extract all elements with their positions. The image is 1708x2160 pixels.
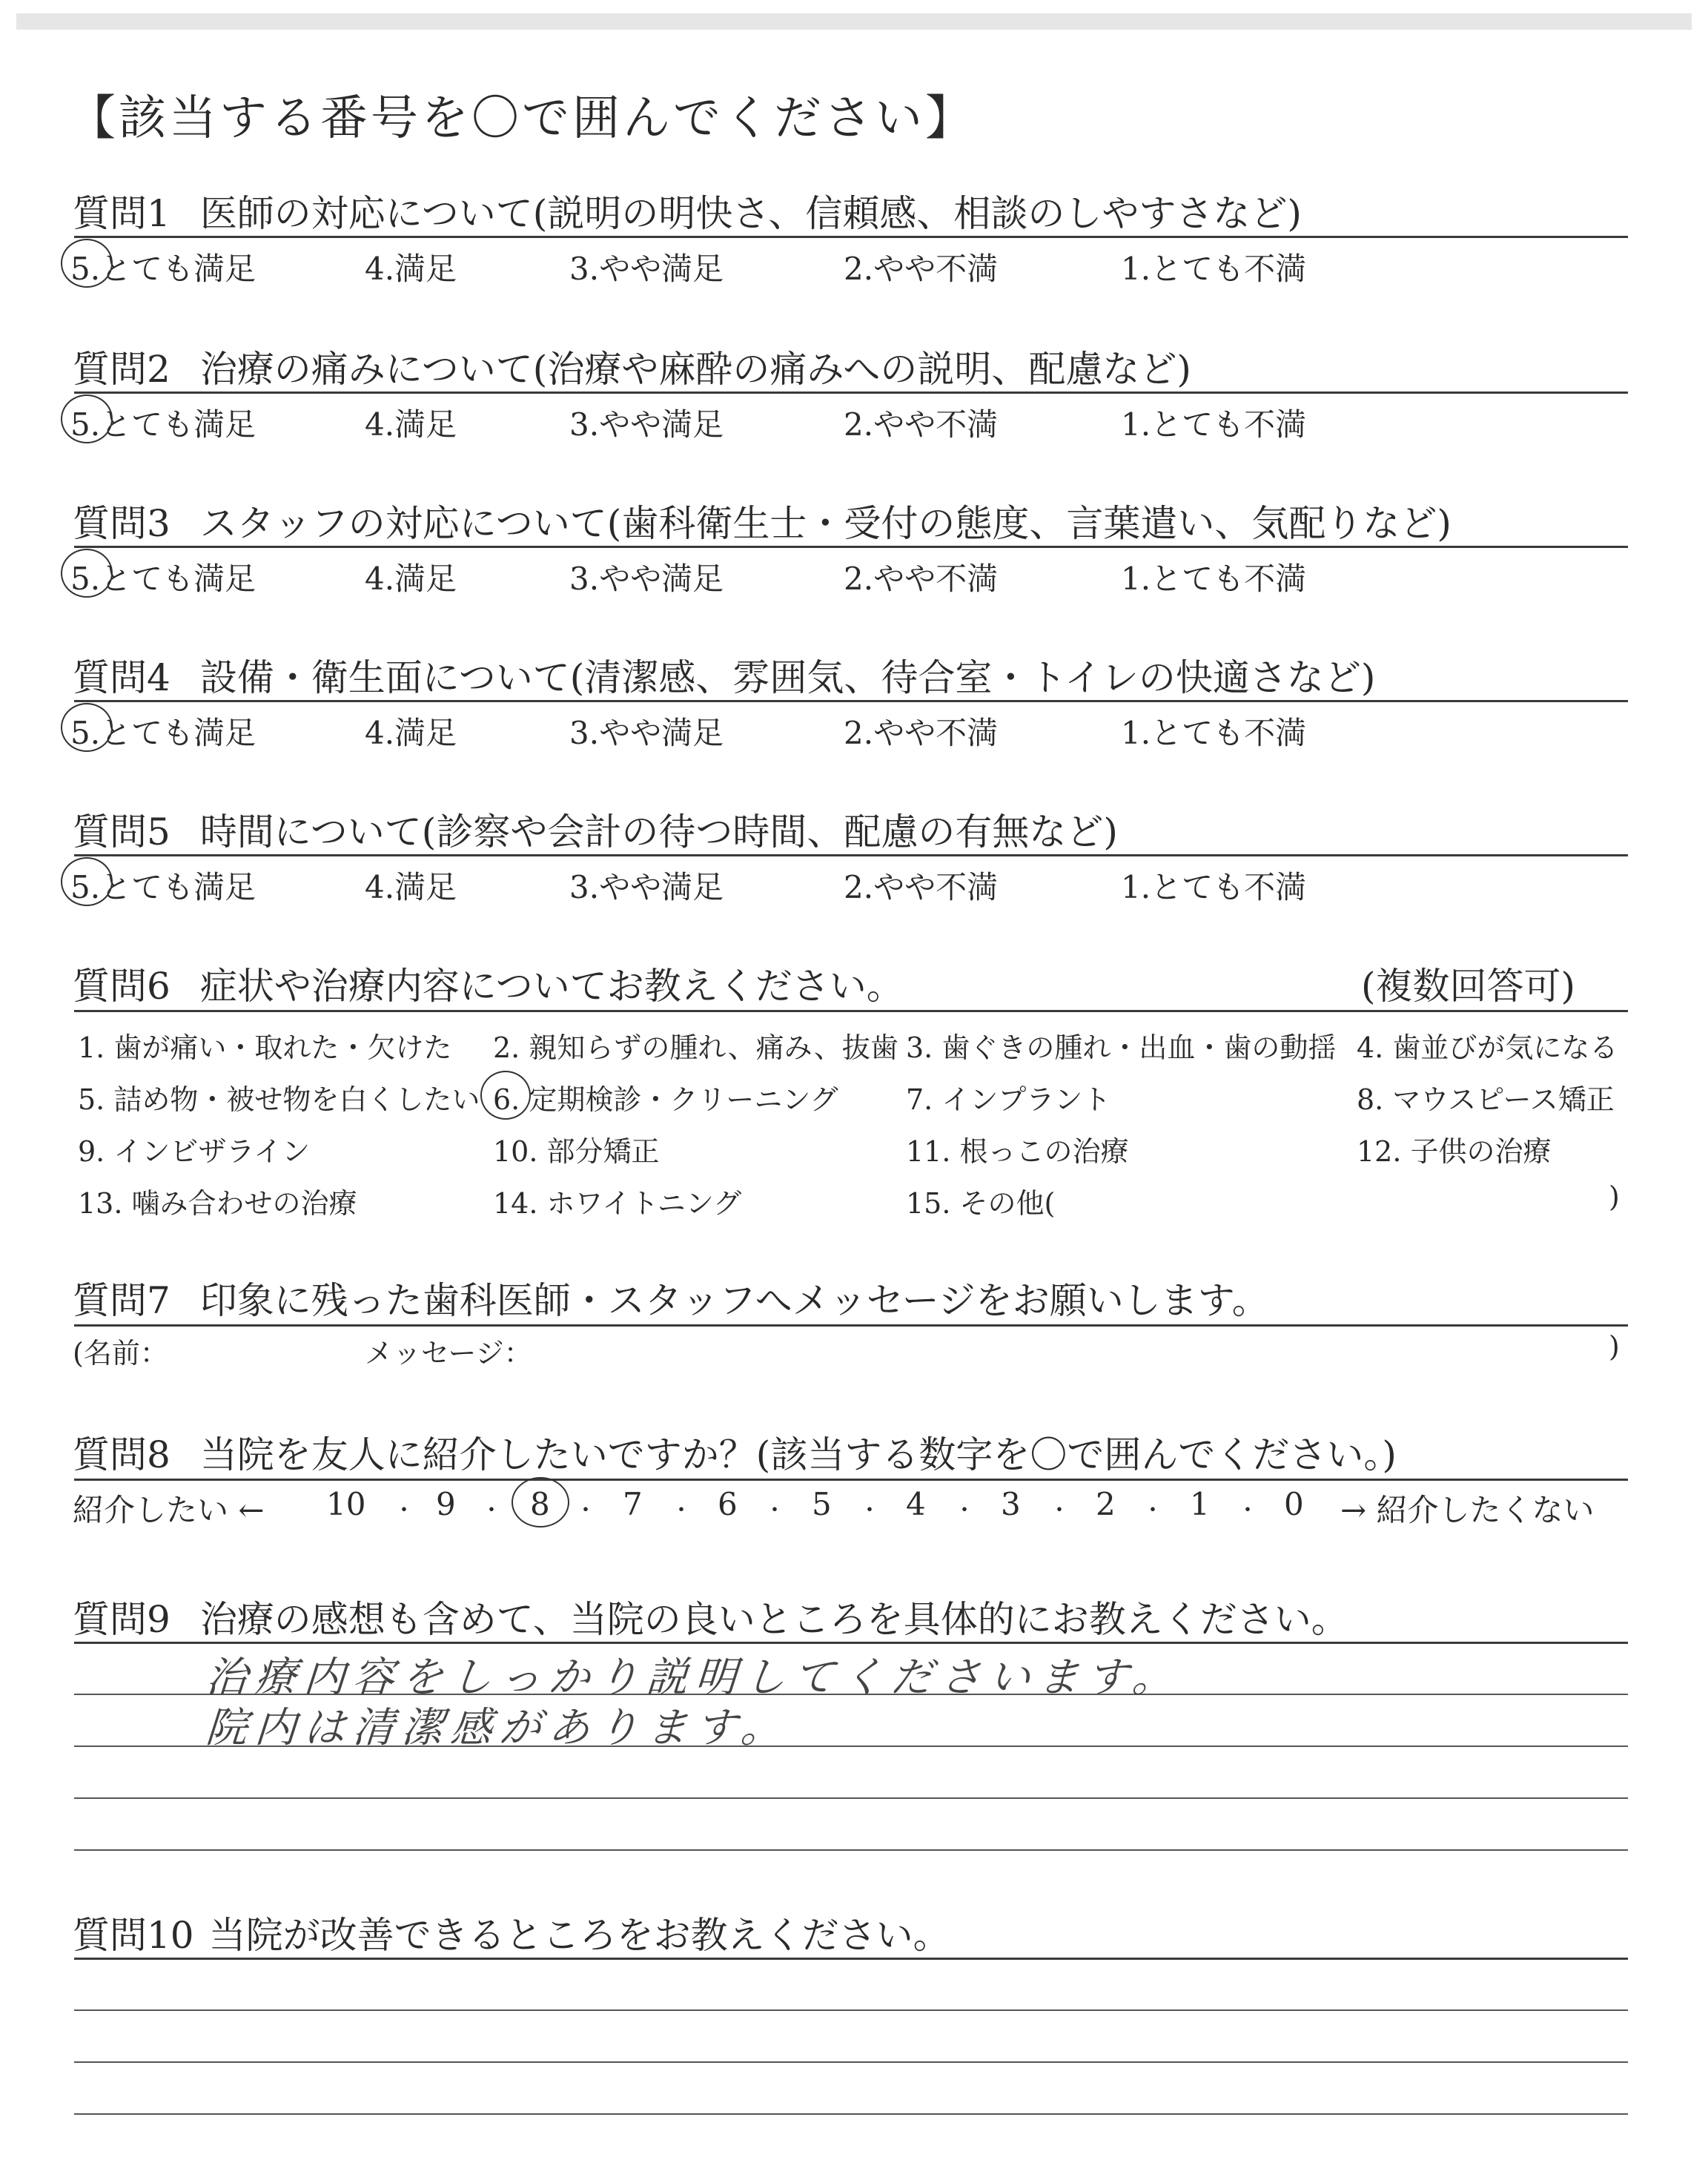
scan-top-edge [16, 13, 1692, 30]
symptom-option[interactable]: 11. 根っこの治療 [906, 1135, 1129, 1168]
option-2[interactable]: 2.やや不満 [844, 406, 999, 443]
question-label: 質問10 [73, 1914, 194, 1957]
option-3[interactable]: 3.やや満足 [569, 561, 724, 597]
separator-dot: ・ [393, 1498, 415, 1524]
answer-line [74, 2061, 1628, 2063]
option-5[interactable]: 5.とても満足 [70, 251, 256, 287]
question-text: 設備・衛生面について(清潔感、雰囲気、待合室・トイレの快適さなど) [199, 656, 1376, 699]
question-rule [74, 392, 1628, 394]
option-3[interactable]: 3.やや満足 [569, 715, 724, 751]
question-2 [73, 340, 1191, 393]
scale-value-7[interactable]: 7 [623, 1486, 643, 1522]
page-title: 【該当する番号を〇で囲んでください】 [68, 91, 976, 146]
separator-dot: ・ [858, 1498, 881, 1524]
question-label: 質問8 [73, 1433, 171, 1476]
scale-value-9[interactable]: 9 [436, 1486, 456, 1522]
recommend-right-label: → 紹介したくない [1340, 1492, 1595, 1528]
option-1[interactable]: 1.とても不満 [1121, 406, 1307, 443]
question-label: 質問3 [73, 502, 171, 545]
answer-line [74, 1642, 1628, 1644]
scale-value-0[interactable]: 0 [1284, 1486, 1304, 1522]
question-8 [73, 1425, 1397, 1479]
question-label: 質問7 [73, 1279, 171, 1322]
answer-line [74, 2113, 1628, 2115]
name-field-label: (名前： [73, 1337, 168, 1370]
option-1[interactable]: 1.とても不満 [1121, 869, 1307, 905]
separator-dot: ・ [1048, 1498, 1070, 1524]
question-text: 治療の痛みについて(治療や麻酔の痛みへの説明、配慮など) [199, 348, 1191, 391]
scale-value-8[interactable]: 8 [530, 1486, 550, 1522]
question-1 [73, 184, 1302, 237]
option-5[interactable]: 5.とても満足 [70, 561, 256, 597]
symptom-option[interactable]: 9. インビザライン [78, 1135, 311, 1168]
scale-value-1[interactable]: 1 [1190, 1486, 1210, 1522]
question-label: 質問4 [73, 656, 171, 699]
separator-dot: ・ [1237, 1498, 1259, 1524]
question-9 [73, 1590, 1348, 1643]
question-rule [74, 1324, 1628, 1327]
answer-line [74, 2009, 1628, 2011]
question-label: 質問9 [73, 1598, 171, 1641]
symptom-option[interactable]: 6. 定期検診・クリーニング [493, 1083, 838, 1116]
question-text: 症状や治療内容についてお教えください。 [199, 965, 904, 1008]
symptom-option[interactable]: 10. 部分矯正 [493, 1135, 660, 1168]
option-4[interactable]: 4.満足 [365, 251, 457, 287]
selection-circle [61, 394, 113, 443]
option-4[interactable]: 4.満足 [365, 869, 457, 905]
selection-circle [61, 239, 113, 288]
selection-circle [61, 549, 113, 598]
symptom-option[interactable]: 1. 歯が痛い・取れた・欠けた [78, 1031, 452, 1064]
selection-circle [480, 1071, 531, 1120]
recommend-left-label: 紹介したい ← [73, 1492, 265, 1528]
option-1[interactable]: 1.とても不満 [1121, 561, 1307, 597]
scale-value-3[interactable]: 3 [1001, 1486, 1021, 1522]
question-7 [73, 1271, 1269, 1324]
question-text: 当院を友人に紹介したいですか？(該当する数字を〇で囲んでください。) [199, 1433, 1397, 1476]
option-2[interactable]: 2.やや不満 [844, 715, 999, 751]
answer-line [74, 1849, 1628, 1851]
symptom-option[interactable]: 5. 詰め物・被せ物を白くしたい [78, 1083, 480, 1116]
symptom-option[interactable]: 7. インプラント [906, 1083, 1111, 1116]
option-2[interactable]: 2.やや不満 [844, 251, 999, 287]
question-text: 医師の対応について(説明の明快さ、信頼感、相談のしやすさなど) [199, 192, 1302, 235]
question-3 [73, 494, 1452, 547]
separator-dot: ・ [764, 1498, 786, 1524]
option-4[interactable]: 4.満足 [365, 715, 457, 751]
symptom-option[interactable]: 14. ホワイトニング [493, 1187, 742, 1220]
question-label: 質問5 [73, 810, 171, 853]
handwritten-answer-line-2: 院内は清潔感があります。 [204, 1704, 792, 1752]
symptom-option[interactable]: 12. 子供の治療 [1357, 1135, 1552, 1168]
option-3[interactable]: 3.やや満足 [569, 869, 724, 905]
option-4[interactable]: 4.満足 [365, 406, 457, 443]
scale-value-6[interactable]: 6 [718, 1486, 738, 1522]
scale-value-10[interactable]: 10 [326, 1486, 366, 1522]
option-1[interactable]: 1.とても不満 [1121, 715, 1307, 751]
question-label: 質問2 [73, 348, 171, 391]
symptom-option[interactable]: 13. 噛み合わせの治療 [78, 1187, 357, 1220]
multiple-answers-note: (複数回答可) [1361, 965, 1576, 1008]
question-6 [73, 957, 904, 1010]
question-rule [74, 1479, 1628, 1481]
selection-circle [61, 703, 113, 752]
separator-dot: ・ [1142, 1498, 1164, 1524]
option-3[interactable]: 3.やや満足 [569, 406, 724, 443]
handwritten-answer-line-1: 治療内容をしっかり説明してくださいます。 [204, 1654, 1183, 1702]
symptom-option[interactable]: 15. その他( [906, 1187, 1056, 1220]
question-label: 質問6 [73, 965, 171, 1008]
question-text: 印象に残った歯科医師・スタッフへメッセージをお願いします。 [199, 1279, 1269, 1322]
answer-line [74, 1797, 1628, 1799]
question-rule [74, 236, 1628, 238]
question-rule [74, 1010, 1628, 1012]
message-field-label: メッセージ： [365, 1337, 532, 1370]
option-5[interactable]: 5.とても満足 [70, 406, 256, 443]
selection-circle [61, 857, 113, 906]
symptom-option[interactable]: 8. マウスピース矯正 [1357, 1083, 1615, 1116]
question-text: 時間について(診察や会計の待つ時間、配慮の有無など) [199, 810, 1118, 853]
message-close-paren: ) [1609, 1330, 1620, 1363]
question-label: 質問1 [73, 192, 171, 235]
scale-value-4[interactable]: 4 [906, 1486, 926, 1522]
symptom-option[interactable]: 3. 歯ぐきの腫れ・出血・歯の動揺 [906, 1031, 1337, 1064]
separator-dot: ・ [670, 1498, 692, 1524]
option-5[interactable]: 5.とても満足 [70, 715, 256, 751]
option-1[interactable]: 1.とても不満 [1121, 251, 1307, 287]
selection-circle [512, 1477, 569, 1527]
separator-dot: ・ [480, 1498, 503, 1524]
option-5[interactable]: 5.とても満足 [70, 869, 256, 905]
option-4[interactable]: 4.満足 [365, 561, 457, 597]
option-3[interactable]: 3.やや満足 [569, 251, 724, 287]
option-2[interactable]: 2.やや不満 [844, 561, 999, 597]
other-close-paren: ) [1609, 1180, 1620, 1213]
option-2[interactable]: 2.やや不満 [844, 869, 999, 905]
question-10 [73, 1906, 950, 1959]
question-rule [74, 546, 1628, 548]
question-text: スタッフの対応について(歯科衛生士・受付の態度、言葉遣い、気配りなど) [199, 502, 1452, 545]
separator-dot: ・ [953, 1498, 976, 1524]
question-rule [74, 700, 1628, 702]
question-rule [74, 854, 1628, 856]
scale-value-5[interactable]: 5 [812, 1486, 832, 1522]
question-text: 当院が改善できるところをお教えください。 [208, 1914, 950, 1957]
separator-dot: ・ [575, 1498, 597, 1524]
question-5 [73, 802, 1118, 856]
answer-line [74, 1958, 1628, 1960]
symptom-option[interactable]: 2. 親知らずの腫れ、痛み、抜歯 [493, 1031, 898, 1064]
question-text: 治療の感想も含めて、当院の良いところを具体的にお教えください。 [199, 1598, 1348, 1641]
symptom-option[interactable]: 4. 歯並びが気になる [1357, 1031, 1618, 1064]
scale-value-2[interactable]: 2 [1096, 1486, 1116, 1522]
question-4 [73, 648, 1375, 701]
